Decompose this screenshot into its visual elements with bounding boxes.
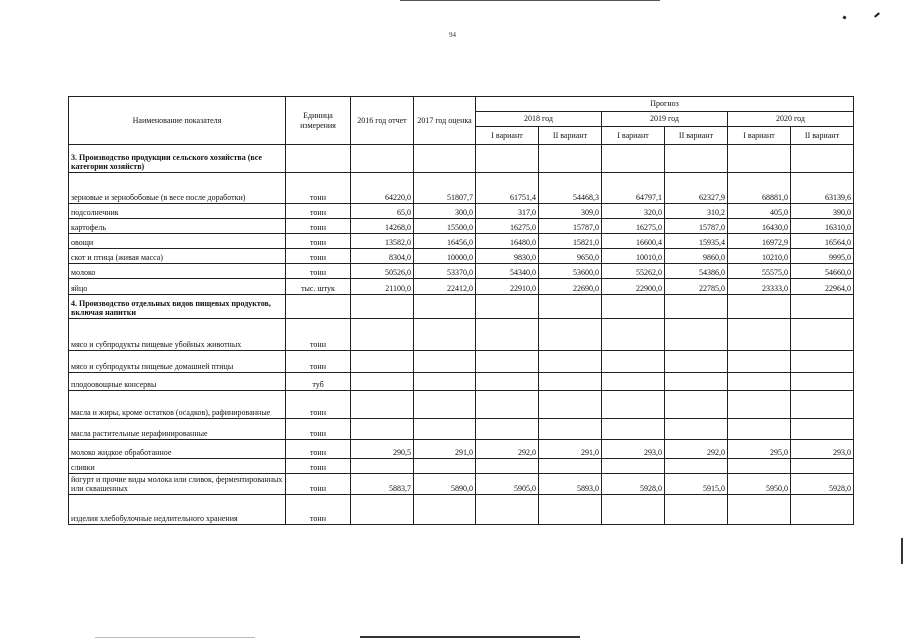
header-unit: Единица измерения (286, 97, 351, 145)
scan-artifact-right (901, 538, 903, 564)
value-cell: 21100,0 (351, 279, 414, 295)
table-row (69, 279, 854, 295)
value-cell: 5928,0 (602, 474, 665, 495)
value-cell (351, 391, 414, 419)
value-cell (665, 391, 728, 419)
value-cell: 405,0 (728, 204, 791, 219)
value-cell: 22910,0 (476, 279, 539, 295)
value-cell: 16564,0 (791, 234, 854, 249)
header-2020: 2020 год (728, 112, 854, 127)
section-row (69, 145, 854, 173)
value-cell: 54660,0 (791, 264, 854, 279)
value-cell (414, 495, 476, 525)
row-name: мясо и субпродукты пищевые домашней птицы (69, 351, 286, 373)
value-cell: 5890,0 (414, 474, 476, 495)
value-cell: 5928,0 (791, 474, 854, 495)
value-cell (351, 373, 414, 391)
row-name: картофель (69, 219, 286, 234)
value-cell (791, 351, 854, 373)
table-row (69, 219, 854, 234)
row-name: зерновые и зернобобовые (в весе после доработки) (69, 173, 286, 204)
value-cell (476, 373, 539, 391)
row-unit: туб (286, 373, 351, 391)
value-cell (602, 351, 665, 373)
page-number: 94 (449, 31, 456, 39)
value-cell (476, 351, 539, 373)
value-cell: 291,0 (539, 440, 602, 459)
value-cell: 292,0 (476, 440, 539, 459)
value-cell: 54340,0 (476, 264, 539, 279)
value-cell: 16430,0 (728, 219, 791, 234)
value-cell (665, 419, 728, 440)
value-cell: 16310,0 (791, 219, 854, 234)
value-cell: 290,5 (351, 440, 414, 459)
value-cell: 63139,6 (791, 173, 854, 204)
value-cell: 293,0 (791, 440, 854, 459)
value-cell (539, 391, 602, 419)
value-cell: 64220,0 (351, 173, 414, 204)
value-cell (414, 419, 476, 440)
value-cell: 309,0 (539, 204, 602, 219)
row-unit: тонн (286, 474, 351, 495)
value-cell: 14268,0 (351, 219, 414, 234)
value-cell (539, 351, 602, 373)
value-cell: 320,0 (602, 204, 665, 219)
row-unit: тонн (286, 204, 351, 219)
value-cell (476, 319, 539, 351)
row-unit: тонн (286, 440, 351, 459)
value-cell: 5915,0 (665, 474, 728, 495)
section-title: 4. Производство отдельных видов пищевых продуктов, включая напитки (69, 295, 286, 319)
row-unit: тонн (286, 419, 351, 440)
value-cell (414, 319, 476, 351)
value-cell (665, 373, 728, 391)
forecast-table (68, 96, 854, 525)
value-cell (351, 351, 414, 373)
header-variant-1: I вариант (728, 127, 791, 145)
value-cell (728, 495, 791, 525)
table-row (69, 234, 854, 249)
value-cell (476, 459, 539, 474)
header-variant-1: I вариант (476, 127, 539, 145)
value-cell (351, 419, 414, 440)
table-row (69, 419, 854, 440)
value-cell: 16275,0 (602, 219, 665, 234)
value-cell: 10210,0 (728, 249, 791, 264)
value-cell (728, 391, 791, 419)
value-cell (728, 419, 791, 440)
table-row (69, 373, 854, 391)
value-cell: 15787,0 (539, 219, 602, 234)
value-cell (665, 495, 728, 525)
value-cell (791, 495, 854, 525)
value-cell (539, 373, 602, 391)
value-cell: 9650,0 (539, 249, 602, 264)
scan-artifact-top (400, 0, 660, 1)
value-cell: 22785,0 (665, 279, 728, 295)
value-cell: 10010,0 (602, 249, 665, 264)
value-cell: 15787,0 (665, 219, 728, 234)
value-cell: 317,0 (476, 204, 539, 219)
value-cell: 10000,0 (414, 249, 476, 264)
value-cell: 16275,0 (476, 219, 539, 234)
value-cell: 9860,0 (665, 249, 728, 264)
value-cell (351, 319, 414, 351)
row-name: йогурт и прочие виды молока или сливок, ферментированных или сквашенных (69, 474, 286, 495)
value-cell: 16456,0 (414, 234, 476, 249)
value-cell: 291,0 (414, 440, 476, 459)
value-cell: 9830,0 (476, 249, 539, 264)
value-cell (539, 419, 602, 440)
value-cell: 310,2 (665, 204, 728, 219)
row-name: масла растительные нерафинированные (69, 419, 286, 440)
row-unit: тонн (286, 391, 351, 419)
value-cell (539, 495, 602, 525)
value-cell: 68881,0 (728, 173, 791, 204)
row-unit: тонн (286, 459, 351, 474)
value-cell: 23333,0 (728, 279, 791, 295)
value-cell: 300,0 (414, 204, 476, 219)
scan-artifact-bottom (360, 636, 580, 638)
value-cell (476, 391, 539, 419)
value-cell (414, 373, 476, 391)
value-cell: 15935,4 (665, 234, 728, 249)
value-cell (791, 373, 854, 391)
table-row (69, 319, 854, 351)
value-cell: 54386,0 (665, 264, 728, 279)
value-cell: 295,0 (728, 440, 791, 459)
value-cell: 9995,0 (791, 249, 854, 264)
value-cell (602, 459, 665, 474)
value-cell: 15821,0 (539, 234, 602, 249)
value-cell (414, 351, 476, 373)
value-cell (539, 459, 602, 474)
table-row (69, 173, 854, 204)
value-cell (728, 373, 791, 391)
table-row (69, 459, 854, 474)
value-cell: 16972,9 (728, 234, 791, 249)
header-variant-2: II вариант (665, 127, 728, 145)
value-cell: 390,0 (791, 204, 854, 219)
value-cell: 22412,0 (414, 279, 476, 295)
header-variant-1: I вариант (602, 127, 665, 145)
table-row (69, 440, 854, 459)
table-row (69, 495, 854, 525)
value-cell: 54468,3 (539, 173, 602, 204)
value-cell: 61751,4 (476, 173, 539, 204)
value-cell (791, 391, 854, 419)
table-row (69, 204, 854, 219)
value-cell (414, 391, 476, 419)
header-variant-2: II вариант (539, 127, 602, 145)
row-name: масла и жиры, кроме остатков (осадков), рафинированные (69, 391, 286, 419)
value-cell (351, 495, 414, 525)
table-row (69, 264, 854, 279)
scan-artifact-mark (842, 15, 846, 19)
row-name: молоко жидкое обработанное (69, 440, 286, 459)
value-cell: 22964,0 (791, 279, 854, 295)
row-name: сливки (69, 459, 286, 474)
row-name: плодоовощные консервы (69, 373, 286, 391)
value-cell (728, 319, 791, 351)
header-2018: 2018 год (476, 112, 602, 127)
value-cell (602, 419, 665, 440)
value-cell (665, 459, 728, 474)
value-cell (791, 459, 854, 474)
value-cell: 5950,0 (728, 474, 791, 495)
value-cell (602, 391, 665, 419)
value-cell (476, 419, 539, 440)
value-cell: 65,0 (351, 204, 414, 219)
row-unit: тонн (286, 219, 351, 234)
row-unit: тыс. штук (286, 279, 351, 295)
value-cell (665, 351, 728, 373)
value-cell: 5883,7 (351, 474, 414, 495)
row-unit: тонн (286, 264, 351, 279)
value-cell: 53370,0 (414, 264, 476, 279)
value-cell (728, 351, 791, 373)
value-cell: 53600,0 (539, 264, 602, 279)
row-name: мясо и субпродукты пищевые убойных животных (69, 319, 286, 351)
scan-artifact-mark (874, 12, 880, 17)
row-name: молоко (69, 264, 286, 279)
value-cell: 292,0 (665, 440, 728, 459)
value-cell: 293,0 (602, 440, 665, 459)
value-cell (539, 319, 602, 351)
value-cell (602, 495, 665, 525)
header-2017: 2017 год оценка (414, 97, 476, 145)
value-cell: 5905,0 (476, 474, 539, 495)
value-cell (665, 319, 728, 351)
value-cell (791, 319, 854, 351)
value-cell (476, 495, 539, 525)
value-cell: 51807,7 (414, 173, 476, 204)
row-unit: тонн (286, 173, 351, 204)
row-unit: тонн (286, 249, 351, 264)
header-name: Наименование показателя (69, 97, 286, 145)
row-unit: тонн (286, 351, 351, 373)
value-cell (791, 419, 854, 440)
value-cell: 5893,0 (539, 474, 602, 495)
value-cell: 62327,9 (665, 173, 728, 204)
value-cell: 13582,0 (351, 234, 414, 249)
value-cell: 22690,0 (539, 279, 602, 295)
value-cell (602, 373, 665, 391)
section-row (69, 295, 854, 319)
row-unit: тонн (286, 319, 351, 351)
value-cell: 55575,0 (728, 264, 791, 279)
row-name: яйцо (69, 279, 286, 295)
table-row (69, 474, 854, 495)
value-cell (728, 459, 791, 474)
value-cell: 15500,0 (414, 219, 476, 234)
row-unit: тонн (286, 234, 351, 249)
row-name: изделия хлебобулочные недлительного хранения (69, 495, 286, 525)
value-cell: 16480,0 (476, 234, 539, 249)
table-body (69, 145, 854, 525)
table-row (69, 249, 854, 264)
value-cell (414, 459, 476, 474)
row-name: овощи (69, 234, 286, 249)
value-cell: 55262,0 (602, 264, 665, 279)
row-unit: тонн (286, 495, 351, 525)
value-cell: 8304,0 (351, 249, 414, 264)
row-name: подсолнечник (69, 204, 286, 219)
row-name: скот и птица (живая масса) (69, 249, 286, 264)
value-cell: 22900,0 (602, 279, 665, 295)
scan-artifact-bottom (95, 637, 255, 638)
section-title: 3. Производство продукции сельского хозяйства (все категории хозяйств) (69, 145, 286, 173)
value-cell: 16600,4 (602, 234, 665, 249)
header-2016: 2016 год отчет (351, 97, 414, 145)
header-2019: 2019 год (602, 112, 728, 127)
value-cell (351, 459, 414, 474)
table-row (69, 351, 854, 373)
value-cell (602, 319, 665, 351)
value-cell: 64797,1 (602, 173, 665, 204)
table-row (69, 391, 854, 419)
value-cell: 50526,0 (351, 264, 414, 279)
header-forecast: Прогноз (476, 97, 854, 112)
header-variant-2: II вариант (791, 127, 854, 145)
